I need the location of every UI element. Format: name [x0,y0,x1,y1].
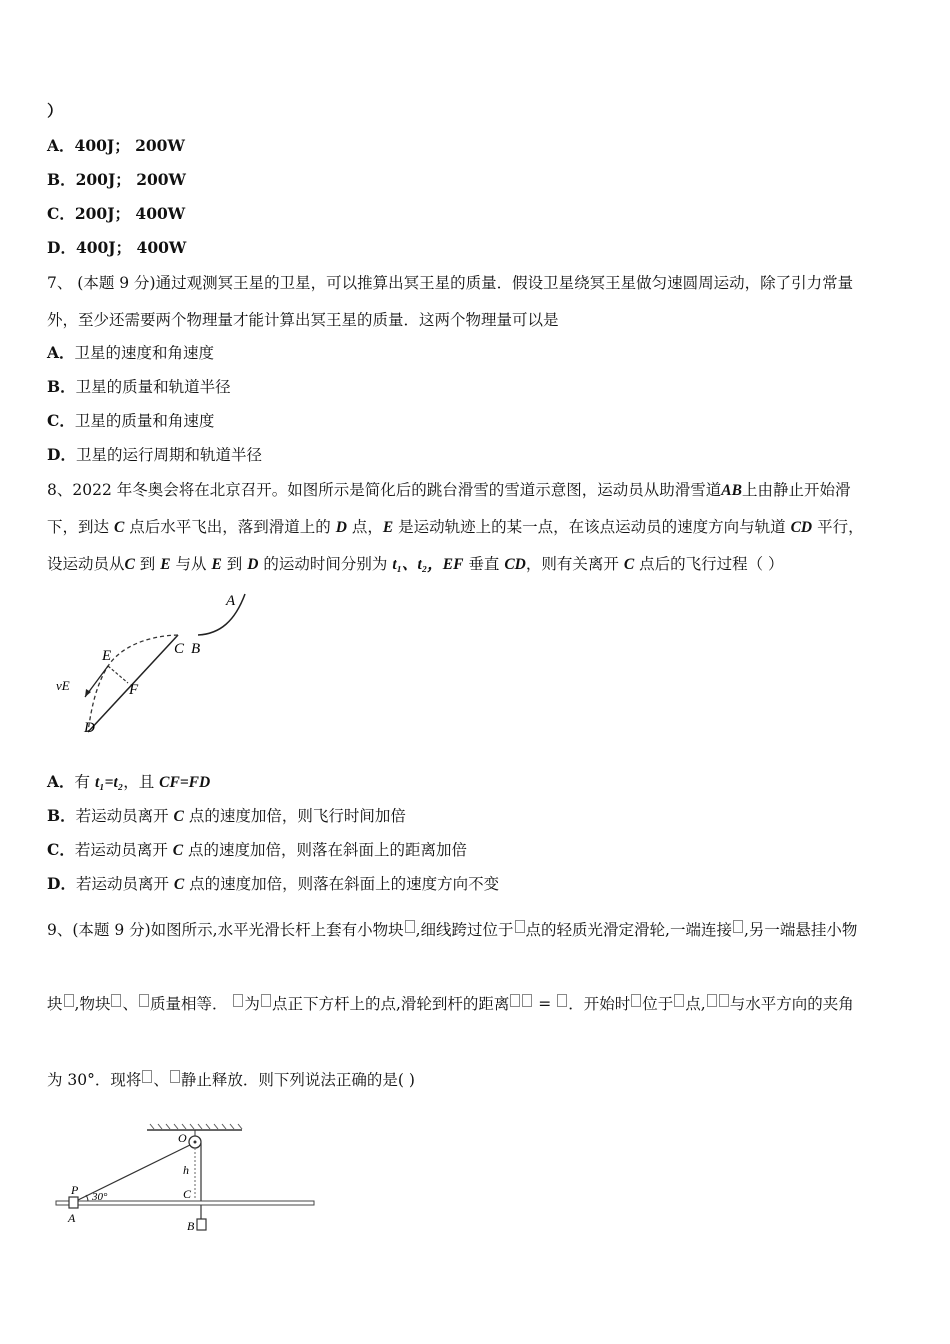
q6-option-c[interactable]: C．200J； 400W [47,204,186,223]
missing-glyph [233,994,243,1007]
missing-glyph [707,994,717,1007]
q8-stem-line3: 设运动员从C 到 E 与从 E 到 D 的运动时间分别为 t₁、t₂，EF 垂直 CD，则有关离开 C 点后的飞行过程（ ） [47,555,784,573]
q9-label-o: O [178,1131,187,1145]
missing-glyph [674,994,684,1007]
q9-pulley-figure [52,1118,318,1240]
q9-label-c: C [183,1187,192,1201]
q9-block-b [197,1219,206,1230]
missing-glyph [405,920,415,933]
q8-label-c: C [174,641,185,657]
missing-glyph [631,994,641,1007]
q8-option-b[interactable]: B．若运动员离开 C 点的速度加倍，则飞行时间加倍 [47,806,406,825]
missing-glyph [510,994,520,1007]
q7-option-c[interactable]: C．卫星的质量和角速度 [47,411,215,430]
q9-stem-line1: 9、(本题 9 分)如图所示,水平光滑长杆上套有小物块 ,细线跨过位于 点的轻质光滑定滑轮,一端连接 ,另一端悬挂小物 [47,921,858,939]
q9-stem-line3: 为 30°．现将 、 静止释放．则下列说法正确的是( ) [47,1071,415,1089]
q9-label-b: B [187,1219,195,1233]
q7-stem-line1: 7、 (本题 9 分)通过观测冥王星的卫星，可以推算出冥王星的质量．假设卫星绕冥王星做匀速圆周运动，除了引力常量 [47,274,854,292]
q7-option-b[interactable]: B．卫星的质量和轨道半径 [47,377,231,396]
missing-glyph [515,920,525,933]
q8-label-a: A [226,593,236,609]
q8-stem-line2: 下，到达 C 点后水平飞出，落到滑道上的 D 点，E 是运动轨迹上的某一点，在该点运动员的速度方向与轨道 CD 平行， [47,518,864,536]
q6-option-d[interactable]: D．400J； 400W [47,238,187,257]
missing-glyph [557,994,567,1007]
q6-option-b[interactable]: B．200J； 200W [47,170,186,189]
q8-label-f: F [129,682,139,698]
q7-option-a[interactable]: A．卫星的速度和角速度 [47,343,215,362]
q9-ceiling-hatch [150,1124,242,1129]
q8-label-e: E [102,648,112,664]
q6-closing-paren: ） [47,101,63,120]
q8-label-ve: vE [56,678,70,693]
q9-stem-line2: 块 ,物块 、 质量相等． 为 点正下方杆上的点,滑轮到杆的距离 = ．开始时 位于 点, 与水平方向的夹角 [47,995,854,1013]
q8-ramp-curve [198,594,245,635]
q8-ski-jump-figure [50,586,260,738]
missing-glyph [719,994,729,1007]
q8-stem-line1: 8、2022 年冬奥会将在北京召开。如图所示是简化后的跳台滑雪的雪道示意图，运动员从助滑雪道AB上由静止开始滑 [47,481,851,499]
q7-stem-line2: 外，至少还需要两个物理量才能计算出冥王星的质量．这两个物理量可以是 [47,311,559,329]
missing-glyph [64,994,74,1007]
missing-glyph [733,920,743,933]
q9-block-a [69,1197,78,1208]
q9-label-a: A [68,1211,76,1225]
q6-option-a[interactable]: A．400J； 200W [47,136,185,155]
q8-option-d[interactable]: D．若运动员离开 C 点的速度加倍，则落在斜面上的速度方向不变 [47,874,500,893]
missing-glyph [111,994,121,1007]
missing-glyph [142,1070,152,1083]
q8-option-a[interactable]: A．有 t₁=t₂，且 CF=FD [47,772,211,791]
missing-glyph [522,994,532,1007]
q7-option-d[interactable]: D．卫星的运行周期和轨道半径 [47,445,262,464]
q8-label-d: D [84,720,95,736]
q8-ef-perpendicular [108,666,128,683]
q8-label-b: B [191,641,201,657]
missing-glyph [139,994,149,1007]
q9-label-h: h [183,1163,189,1177]
q9-label-angle: 30° [92,1191,108,1203]
missing-glyph [261,994,271,1007]
q8-option-c[interactable]: C．若运动员离开 C 点的速度加倍，则落在斜面上的距离加倍 [47,840,468,859]
missing-glyph [170,1070,180,1083]
q9-label-p: P [71,1183,79,1197]
